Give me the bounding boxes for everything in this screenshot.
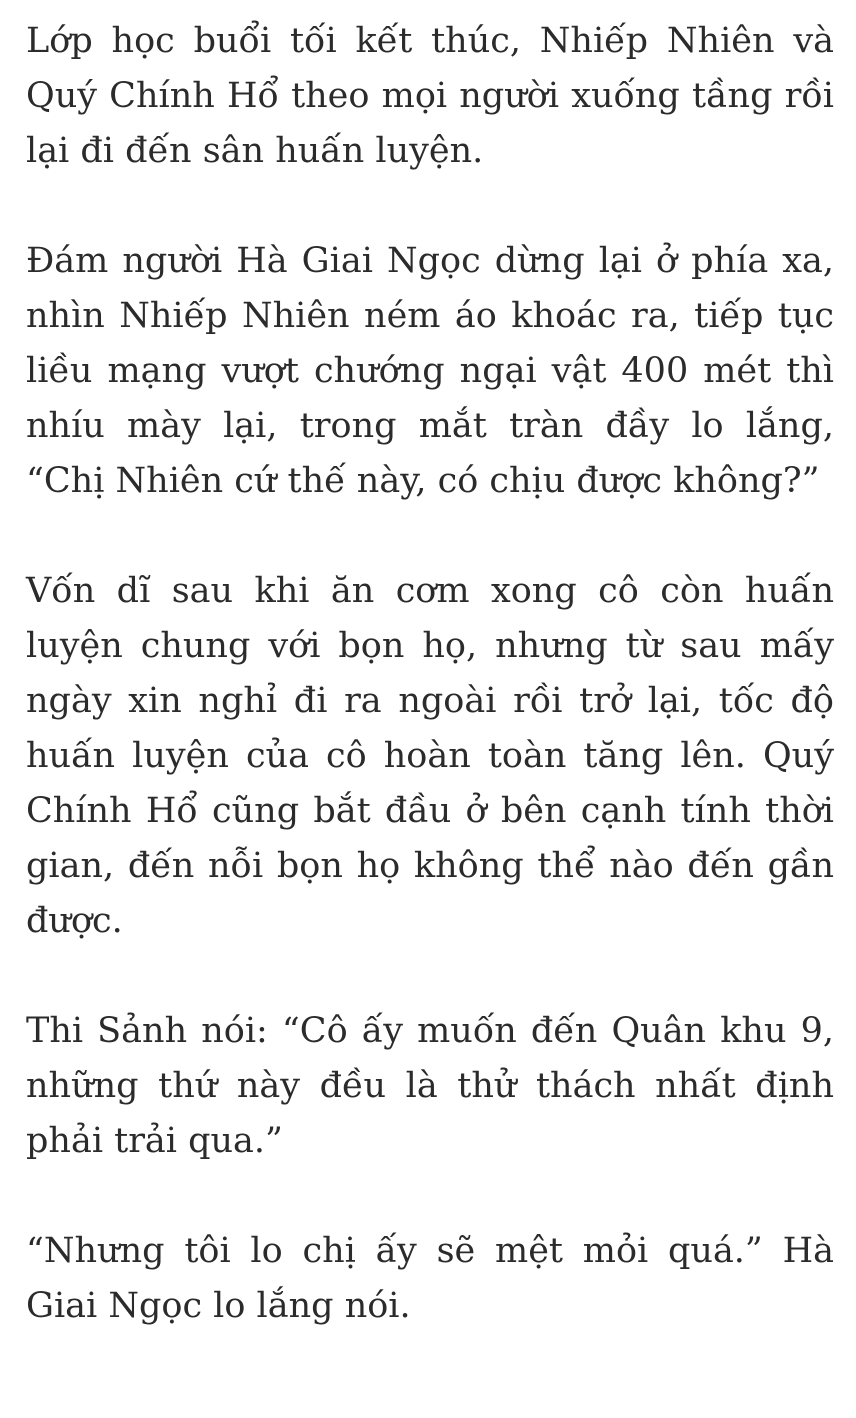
paragraph-5: “Nhưng tôi lo chị ấy sẽ mệt mỏi quá.” Hà Giai Ngọc lo lắng nói. (26, 1231, 834, 1326)
paragraph-3: Vốn dĩ sau khi ăn cơm xong cô còn huấn luyện chung với bọn họ, nhưng từ sau mấy ngày xin nghỉ đi ra ngoài rồi trở lại, tốc độ huấn luyện của cô hoàn toàn tăng lên. Quý Chính Hổ cũng bắt đầu ở bên cạnh tính thời gian, đến nỗi bọn họ không thể nào đến gần được. (26, 571, 834, 941)
paragraph-2: Đám người Hà Giai Ngọc dừng lại ở phía xa, nhìn Nhiếp Nhiên ném áo khoác ra, tiếp tục liều mạng vượt chướng ngại vật 400 mét thì nhíu mày lại, trong mắt tràn đầy lo lắng, “Chị Nhiên cứ thế này, có chịu được không?” (26, 241, 834, 501)
paragraph-1: Lớp học buổi tối kết thúc, Nhiếp Nhiên và Quý Chính Hổ theo mọi người xuống tầng rồi lại đi đến sân huấn luyện. (26, 21, 834, 171)
reading-content (26, 14, 834, 1334)
paragraph-4: Thi Sảnh nói: “Cô ấy muốn đến Quân khu 9, những thứ này đều là thử thách nhất định phải trải qua.” (26, 1011, 834, 1161)
